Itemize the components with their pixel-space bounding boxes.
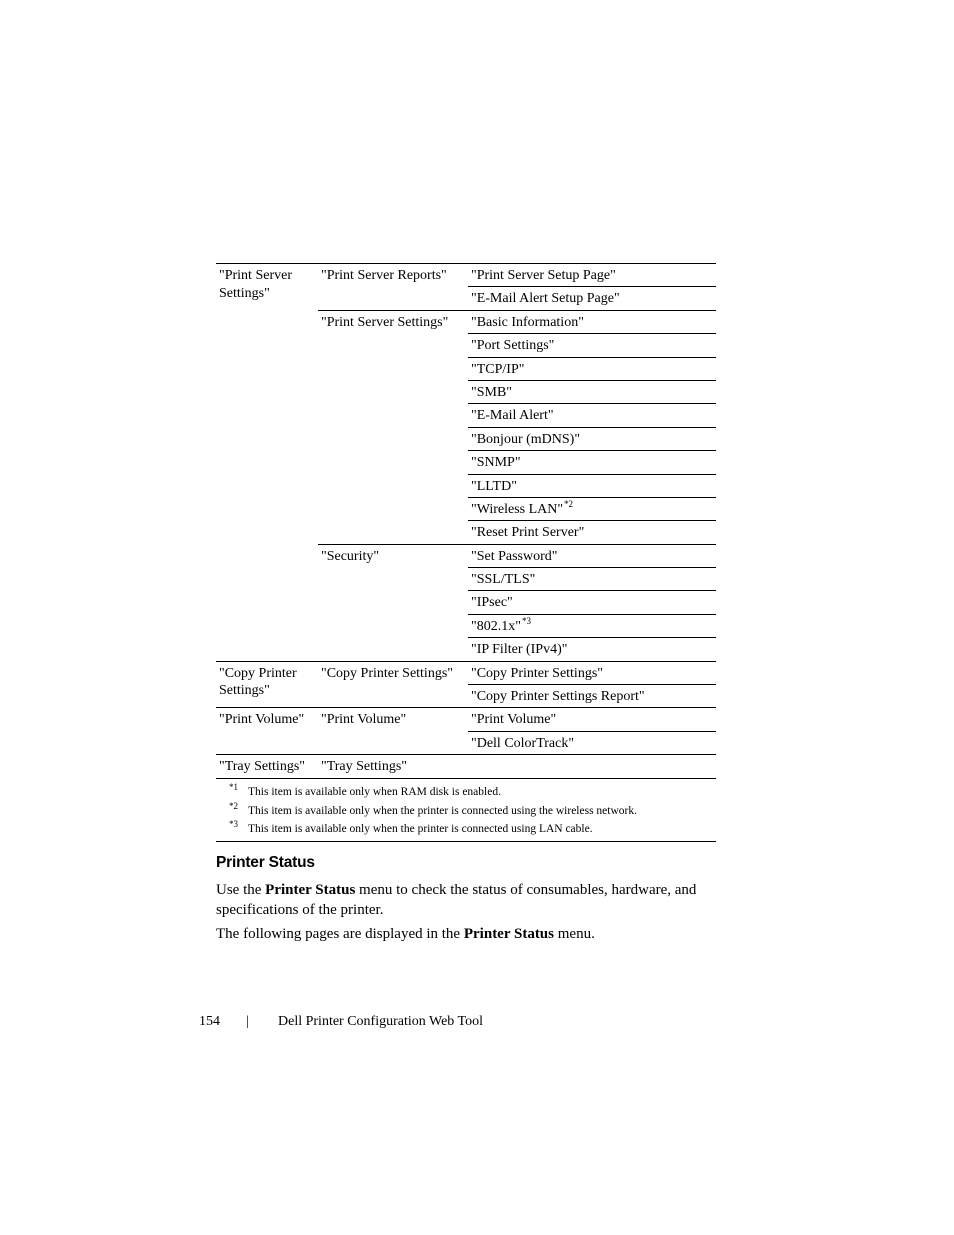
table-row [216, 521, 716, 544]
menu-category-cell [219, 451, 314, 454]
table-row [216, 708, 716, 731]
menu-page-cell: "Set Password" [471, 548, 558, 564]
table-row [216, 428, 716, 451]
table-row [216, 451, 716, 474]
table-row [216, 311, 716, 334]
footnote-mark: *2 [229, 801, 238, 811]
menu-category-cell [219, 521, 314, 524]
table-row [216, 404, 716, 427]
table-row [216, 334, 716, 357]
menu-table [216, 263, 716, 779]
footer-separator: | [246, 1014, 249, 1029]
menu-submenu-cell: "Print Volume" [321, 712, 407, 728]
menu-page-cell: "E-Mail Alert" [471, 408, 554, 424]
menu-page-cell: "Dell ColorTrack" [471, 735, 575, 751]
menu-category-cell [219, 428, 314, 431]
menu-page-cell: "802.1x" [471, 618, 521, 634]
menu-submenu-cell: "Copy Printer Settings" [321, 665, 453, 681]
menu-category-cell [219, 475, 314, 478]
menu-category-cell [219, 381, 314, 384]
footnote-mark: *1 [229, 782, 238, 792]
menu-page-cell: "Port Settings" [471, 338, 555, 354]
table-row [216, 358, 716, 381]
menu-category-cell [219, 404, 314, 407]
para-bold-term: Printer Status [463, 926, 554, 942]
table-row: "802.1x" *3 [216, 615, 716, 638]
table-row [216, 287, 716, 310]
page-number: 154 [199, 1014, 220, 1029]
menu-page-cell: "SNMP" [471, 455, 521, 471]
para-text: Use the [216, 882, 266, 898]
menu-category-cell: "Print Volume" [219, 712, 305, 728]
menu-category-cell [219, 615, 314, 618]
menu-page-cell: "Reset Print Server" [471, 525, 585, 541]
menu-category-cell [219, 358, 314, 361]
menu-page-cell: "E-Mail Alert Setup Page" [471, 291, 620, 307]
table-row [216, 545, 716, 568]
footnote-text: This item is available only when the printer is connected using the wireless network. [248, 805, 637, 817]
table-row: "Wireless LAN" *2 [216, 498, 716, 521]
paragraph-pages [216, 925, 716, 945]
footnote-2 [229, 801, 637, 817]
para-text: menu. [554, 926, 595, 942]
table-row [216, 475, 716, 498]
footer-title: Dell Printer Configuration Web Tool [278, 1014, 484, 1029]
footnote-mark: *3 [229, 819, 238, 829]
footnote-1 [229, 782, 501, 798]
menu-submenu-cell: "Print Server Settings" [321, 314, 449, 330]
menu-category-cell [219, 287, 314, 290]
menu-category-cell [219, 334, 314, 337]
menu-page-cell: "Copy Printer Settings" [471, 665, 603, 681]
menu-submenu-cell: "Print Server Reports" [321, 268, 447, 283]
table-row [216, 568, 716, 591]
menu-category-cell [219, 568, 314, 571]
menu-category-cell [219, 638, 314, 641]
menu-category-cell [219, 685, 314, 688]
menu-page-cell: "SMB" [471, 384, 513, 400]
menu-category-cell [219, 591, 314, 594]
menu-category-cell: "Copy Printer Settings" [219, 665, 297, 699]
footnote-text: This item is available only when the printer is connected using LAN cable. [248, 823, 593, 835]
menu-category-cell [219, 498, 314, 501]
menu-category-cell [219, 311, 314, 314]
footnote-3 [229, 819, 593, 835]
table-row [216, 591, 716, 614]
footnote-text: This item is available only when RAM disk is enabled. [248, 786, 501, 798]
menu-page-cell: "Print Volume" [471, 712, 557, 728]
menu-submenu-cell: "Tray Settings" [321, 759, 407, 775]
menu-page-cell: "Basic Information" [471, 314, 584, 330]
footnotes [216, 779, 716, 842]
paragraph-intro [216, 881, 716, 920]
menu-category-cell: "Print Server Settings" [219, 268, 292, 301]
menu-page-cell: "SSL/TLS" [471, 572, 536, 588]
menu-category-cell: "Tray Settings" [219, 759, 305, 775]
para-bold-term: Printer Status [265, 882, 356, 898]
menu-page-cell: "LLTD" [471, 478, 517, 494]
table-row [216, 685, 716, 708]
menu-page-cell: "TCP/IP" [471, 361, 525, 377]
table-row [216, 755, 716, 778]
menu-page-cell: "Print Server Setup Page" [471, 268, 616, 283]
menu-category-cell [219, 732, 314, 735]
menu-page-cell: "Bonjour (mDNS)" [471, 431, 581, 447]
section-heading: Printer Status [216, 854, 315, 871]
menu-page-cell: "IPsec" [471, 595, 513, 611]
para-text: menu to check the status of consumables, hardware, and specifications of the printer. [216, 882, 697, 918]
table-row [216, 381, 716, 404]
menu-page-cell: "Wireless LAN" [471, 501, 564, 517]
menu-page-cell: "IP Filter (IPv4)" [471, 642, 568, 658]
para-text: The following pages are displayed in the [216, 926, 464, 942]
table-row [216, 732, 716, 755]
menu-submenu-cell: "Security" [321, 548, 380, 564]
menu-page-cell: "Copy Printer Settings Report" [471, 689, 645, 705]
menu-category-cell [219, 545, 314, 548]
table-row [216, 638, 716, 661]
